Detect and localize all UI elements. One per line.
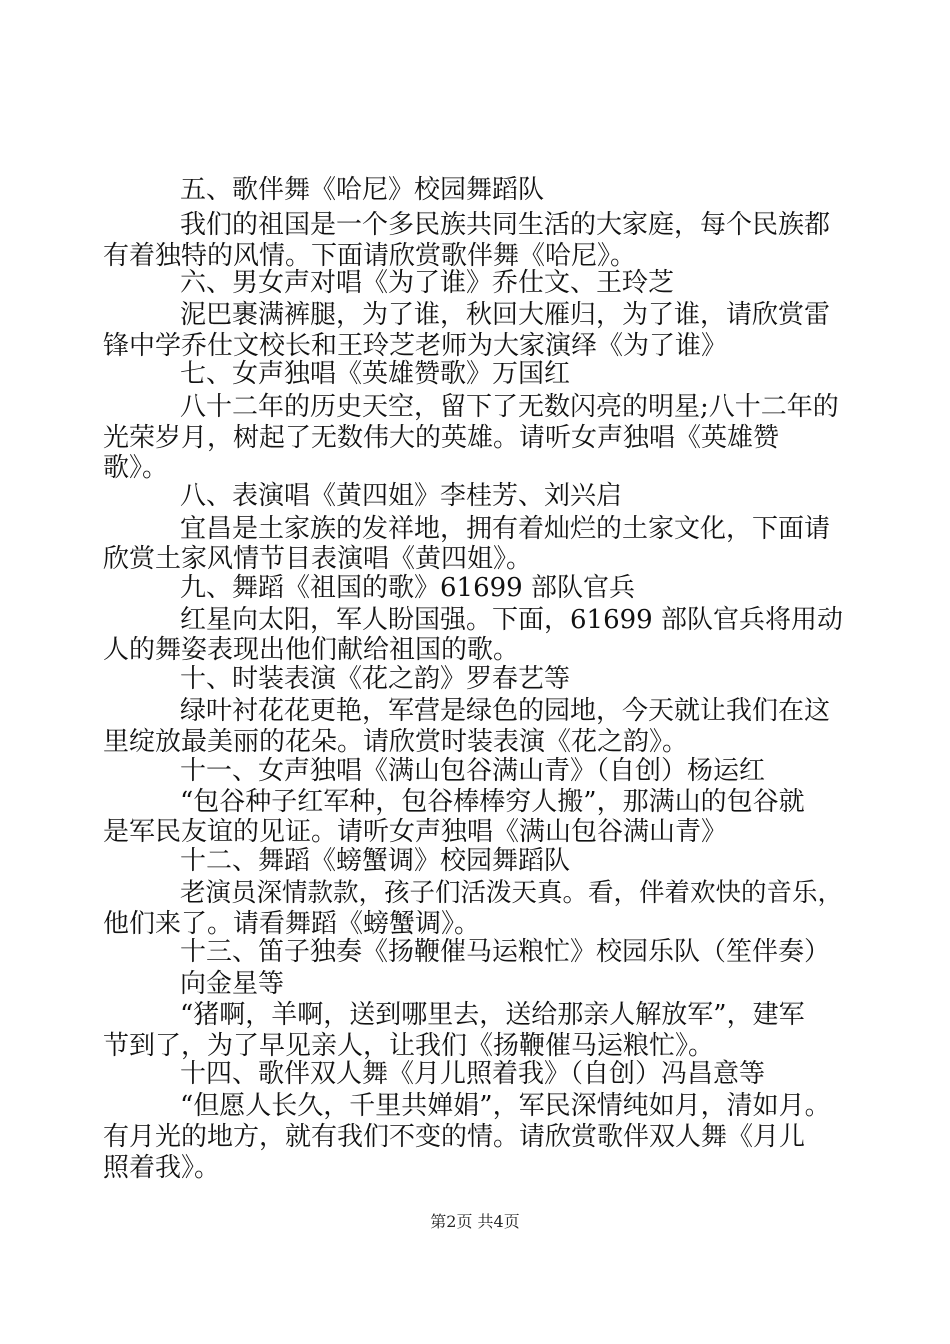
paragraph-line: 绿叶衬花花更艳，军营是绿色的园地，今天就让我们在这 [180,696,831,726]
paragraph-line: “但愿人长久，千里共婵娟”，军民深情纯如月，清如月。 [180,1091,831,1121]
paragraph-line: 有月光的地方，就有我们不变的情。请欣赏歌伴双人舞《月儿 [103,1122,806,1152]
section-heading-7: 七、女声独唱《英雄赞歌》万国红 [180,359,571,389]
paragraph-line: 宜昌是土家族的发祥地，拥有着灿烂的土家文化，下面请 [180,514,831,544]
paragraph-line: 人的舞姿表现出他们献给祖国的歌。 [103,635,520,665]
section-heading-13-continued: 向金星等 [180,969,285,999]
paragraph-line: 欣赏土家风情节目表演唱《黄四姐》。 [103,544,533,574]
paragraph-line: 是军民友谊的见证。请听女声独唱《满山包谷满山青》 [103,817,728,847]
paragraph-line: 八十二年的历史天空，留下了无数闪亮的明星;八十二年的 [180,392,839,422]
paragraph-line: 泥巴裹满裤腿，为了谁，秋回大雁归，为了谁，请欣赏雷 [180,300,831,330]
page-number-footer: 第2页 共4页 [430,1212,520,1231]
section-heading-9: 九、舞蹈《祖国的歌》61699 部队官兵 [180,573,635,603]
section-heading-8: 八、表演唱《黄四姐》李桂芳、刘兴启 [180,481,623,511]
paragraph-line: “猪啊，羊啊，送到哪里去，送给那亲人解放军”，建军 [180,1000,805,1030]
paragraph-line: 歌》。 [103,453,169,483]
paragraph-line: 里绽放最美丽的花朵。请欣赏时装表演《花之韵》。 [103,727,689,757]
paragraph-line: 照着我》。 [103,1153,221,1183]
paragraph-line: 有着独特的风情。下面请欣赏歌伴舞《哈尼》。 [103,241,637,271]
section-heading-10: 十、时装表演《花之韵》罗春艺等 [180,664,571,694]
paragraph-line: 老演员深情款款，孩子们活泼天真。看，伴着欢快的音乐， [180,878,844,908]
section-heading-14: 十四、歌伴双人舞《月儿照着我》（自创）冯昌意等 [180,1059,766,1089]
paragraph-line: “包谷种子红军种，包谷棒棒穷人搬”，那满山的包谷就 [180,787,805,817]
paragraph-line: 锋中学乔仕文校长和王玲芝老师为大家演绎《为了谁》 [103,331,728,361]
section-heading-12: 十二、舞蹈《螃蟹调》校园舞蹈队 [180,846,571,876]
paragraph-line: 红星向太阳，军人盼国强。下面，61699 部队官兵将用动 [180,605,843,635]
paragraph-line: 他们来了。请看舞蹈《螃蟹调》。 [103,909,481,939]
paragraph-line: 节到了，为了早见亲人，让我们《扬鞭催马运粮忙》。 [103,1031,715,1061]
section-heading-13: 十三、笛子独奏《扬鞭催马运粮忙》校园乐队（笙伴奏） [180,937,831,967]
section-heading-11: 十一、女声独唱《满山包谷满山青》（自创）杨运红 [180,756,766,786]
section-heading-6: 六、男女声对唱《为了谁》乔仕文、王玲芝 [180,268,675,298]
section-heading-5: 五、歌伴舞《哈尼》校园舞蹈队 [180,175,545,205]
paragraph-line: 我们的祖国是一个多民族共同生活的大家庭，每个民族都 [180,210,831,240]
paragraph-line: 光荣岁月，树起了无数伟大的英雄。请听女声独唱《英雄赞 [103,423,780,453]
